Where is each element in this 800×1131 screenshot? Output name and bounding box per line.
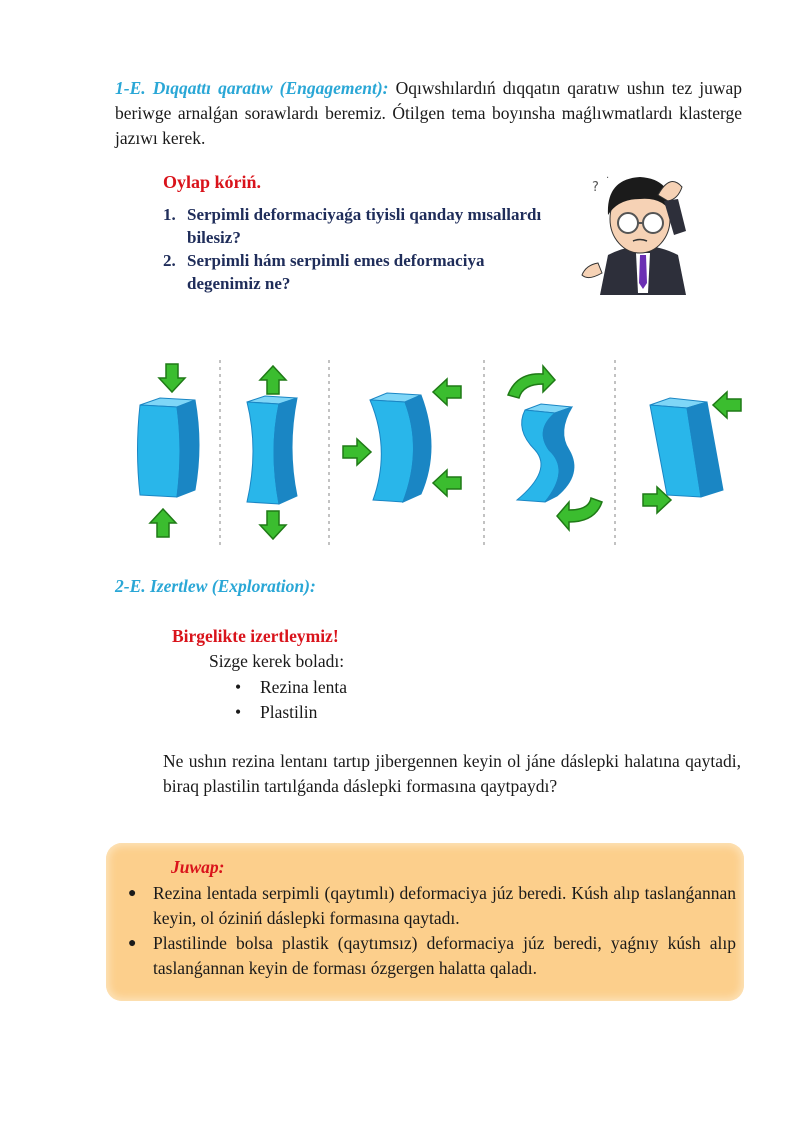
question-number: 1.	[163, 205, 176, 224]
question-number: 2.	[163, 251, 176, 270]
list-item: • Rezina lenta	[235, 675, 347, 700]
engagement-heading: 1-E. Dıqqattı qaratıw (Engagement):	[115, 78, 389, 98]
arrow-down-icon	[159, 364, 185, 392]
compression-block	[138, 398, 200, 497]
curved-arrow-icon	[557, 498, 602, 530]
engagement-text: Oqıwshılardıń dıqqatın qaratıw ushın tez juwap beriwge arnalǵan sorawlardı beremiz. Ótilgen tema boyınsha maǵlıwmatlardı klasterge jazıwı kerek.	[115, 78, 742, 148]
arrow-left-icon	[713, 392, 741, 418]
bending-block	[370, 393, 431, 502]
list-item: ● Plastilinde bolsa plastik (qaytımsız) deformaciya júz beredi, yaǵnıy kúsh alıp taslanǵannan keyin de forması ózgergen halatta qaladı.	[128, 931, 736, 981]
think-title: Oylap kóriń.	[163, 172, 262, 192]
torsion-block	[517, 404, 574, 502]
svg-text:·: ·	[606, 173, 610, 184]
deformation-types-illustration	[125, 350, 755, 550]
engagement-paragraph	[115, 76, 742, 151]
answer-list	[128, 881, 736, 981]
exploration-question: Ne ushın rezina lentanı tartıp jibergennen keyin ol jáne dáslepki halatına qaytadi, biraq plastilin tartılǵanda dáslepki formasına qaytpaydı?	[163, 751, 741, 796]
explore-together-title: Birgelikte izertleymiz!	[172, 626, 339, 646]
list-item: ● Rezina lentada serpimli (qaytımlı) deformaciya júz beredi. Kúsh alıp taslanǵannan keyin, ol óziniń dáslepki formasına qaytadı.	[128, 881, 736, 931]
answer-title: Juwap:	[171, 857, 225, 877]
thinking-person-illustration	[578, 165, 708, 300]
materials-label: Sizge kerek boladı:	[209, 651, 345, 671]
question-list	[163, 203, 543, 295]
arrow-up-icon	[150, 509, 176, 537]
svg-text:?: ?	[592, 180, 599, 195]
materials-list	[235, 675, 347, 725]
question-text: Serpimli hám serpimli emes deformaciya degenimiz ne?	[187, 251, 485, 293]
tension-block	[247, 396, 297, 504]
arrow-down-icon	[260, 511, 286, 539]
question-marks	[592, 173, 609, 195]
question-text: Serpimli deformaciyaǵa tiyisli qanday mısallardı bilesiz?	[187, 205, 542, 247]
arrow-right-icon	[343, 439, 371, 465]
arrow-left-icon	[433, 470, 461, 496]
arrow-up-icon	[260, 366, 286, 394]
shear-block	[650, 398, 723, 497]
list-item	[163, 249, 543, 295]
arrow-left-icon	[433, 379, 461, 405]
exploration-heading: 2-E. Izertlew (Exploration):	[115, 576, 316, 596]
list-item	[163, 203, 543, 249]
curved-arrow-icon	[508, 366, 555, 398]
list-item: • Plastilin	[235, 700, 347, 725]
